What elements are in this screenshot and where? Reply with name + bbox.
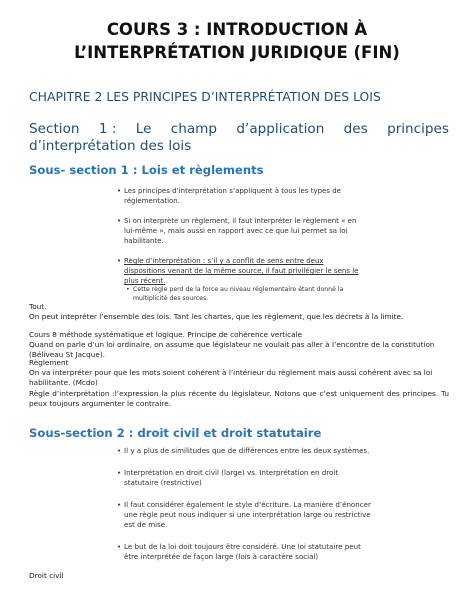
section-word: champ (170, 121, 218, 137)
document-title (40, 18, 434, 64)
bullet-item: • Si on interprète un règlement, il faut interpréter le règlement « en lui-même », mais aussi en rapport avec ce que lui permet sa loi habilitante. (117, 216, 367, 246)
bullet-item: • Règle d’interprétation : s’il y a conflit de sens entre deux dispositions venant de la même source, il faut privilégier le sens le plus récent. (117, 256, 367, 286)
bullet-item: • Interprétation en droit civil (large) vs. Interprétation en droit statutaire (restrictive) (117, 468, 372, 488)
paragraph (29, 330, 449, 360)
section-word: 1 : (98, 121, 117, 137)
section-word: Section (29, 121, 80, 137)
paragraph (29, 358, 449, 388)
footer-text: Droit civil (29, 571, 64, 580)
sub-bullet-item: • Cette règle perd de la force au niveau réglementaire étant donné la multiplicité des sources. (117, 286, 367, 303)
section-word: Le (135, 121, 152, 137)
title-line-2: L’INTERPRÉTATION JURIDIQUE (FIN) (74, 43, 400, 62)
bullet-item: • Les principes d’interprétation s’appliquent à tous les types de réglementation. (117, 186, 367, 206)
section-word: des (343, 121, 368, 137)
section-heading-line-2: d’interprétation des lois (29, 138, 192, 154)
paragraph-line: Règlement (29, 358, 69, 367)
paragraph: Règle d’interprétation :l’expression la plus récente du législateur. Notons que c’est uniquement des principes. Tu peux toujours argumenter le contraire. (29, 389, 449, 408)
bullet-item: • Il faut considérer également le style d’écriture. La manière d’énoncer une règle peut nous indiquer si une interprétation large ou restrictive est de mise. (117, 500, 372, 530)
paragraph-line: Cours 8 méthode systématique et logique. Principe de cohérence verticale (29, 330, 303, 339)
title-line-1: COURS 3 : INTRODUCTION À (106, 20, 368, 39)
subsection-heading-2: Sous-section 2 : droit civil et droit statutaire (29, 426, 322, 440)
bullet-list-1 (117, 186, 367, 303)
paragraph-line: Tout. (29, 302, 47, 311)
paragraph-line: On peut intepréter l’ensemble des lois. Tant les chartes, que les règlement, que les décrets à la limite. (29, 312, 404, 321)
section-heading (29, 121, 449, 155)
section-word: d’application (236, 121, 325, 137)
paragraph-line: On va interpréter pour que les mots soient cohérent à l’intérieur du règlement mais aussi cohérent avec sa loi habilitante. (Mcdo) (29, 368, 433, 387)
bullet-item: • Le but de la loi doit toujours être considéré. Une loi statutaire peut être interprétée de façon large (lois à caractère social) (117, 542, 372, 562)
section-word: principes (387, 121, 449, 137)
subsection-heading-1: Sous- section 1 : Lois et règlements (29, 163, 264, 177)
paragraph-line: Quand on parle d’un loi ordinaire, on assume que législateur ne voulait pas aller à l’encontre de la constitution (Béliveau St Jacque). (29, 340, 435, 359)
bullet-list-2 (117, 446, 372, 562)
paragraph (29, 302, 449, 322)
bullet-item: • Il y a plus de similitudes que de différences entre les deux systèmes. (117, 446, 372, 456)
chapter-heading: CHAPITRE 2 LES PRINCIPES D’INTERPRÉTATION DES LOIS (29, 89, 381, 104)
